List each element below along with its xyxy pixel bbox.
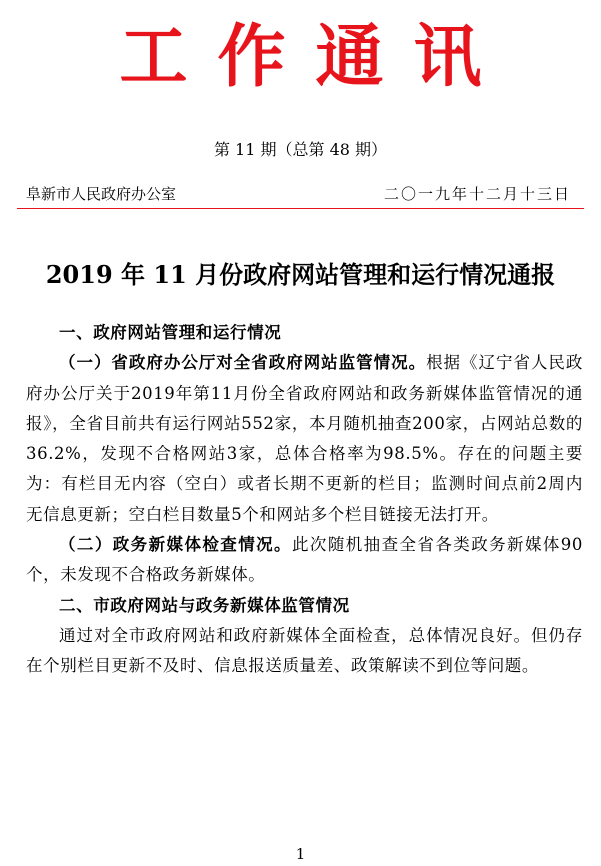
section-heading-1: 一、政府网站管理和运行情况: [59, 323, 282, 342]
red-divider: [17, 208, 584, 209]
document-title: 2019 年 11 月份政府网站管理和运行情况通报: [45, 260, 556, 289]
paragraph-1-subheading: （一）省政府办公厅对全省政府网站监管情况。: [59, 353, 427, 373]
paragraph-2-subheading: （二）政务新媒体检查情况。: [59, 535, 292, 555]
issue-number: 第 11 期（总第 48 期）: [213, 140, 388, 159]
document-meta: [26, 183, 571, 205]
section-heading-2: 二、市政府网站与政务新媒体监管情况: [59, 595, 350, 615]
paragraph-3: 通过对全市政府网站和政府新媒体全面检查，总体情况良好。但仍存在个别栏目更新不及时、信息报送质量差、政策解读不到位等问题。: [26, 625, 583, 676]
paragraph-2-text: 此次随机抽查全省各类政务新媒体90个，未发现不合格政务新媒体。: [26, 535, 583, 585]
masthead-title: 工作通讯: [119, 18, 512, 97]
paragraph-1-text: 根据《辽宁省人民政府办公厅关于2019年第11月份全省政府网站和政务新媒体监管情况的通报》，全省目前共有运行网站552家，本月随机抽查200家，占网站总数的36.2%，发现不合格网站3家，总体合格率为98.5%。存在的问题主要为：有栏目无内容（空白）或者长期不更新的栏目；监测时间点前2周内无信息更新；空白栏目数量5个和网站多个栏目链接无法打开。: [26, 353, 583, 524]
paragraph-1: [26, 348, 583, 530]
page-number: 1: [295, 845, 306, 863]
issue-date: 二〇一九年十二月十三日: [383, 185, 571, 203]
issuer-name: 阜新市人民政府办公室: [26, 185, 177, 203]
paragraph-2: [26, 530, 583, 591]
document-body: [26, 318, 583, 682]
